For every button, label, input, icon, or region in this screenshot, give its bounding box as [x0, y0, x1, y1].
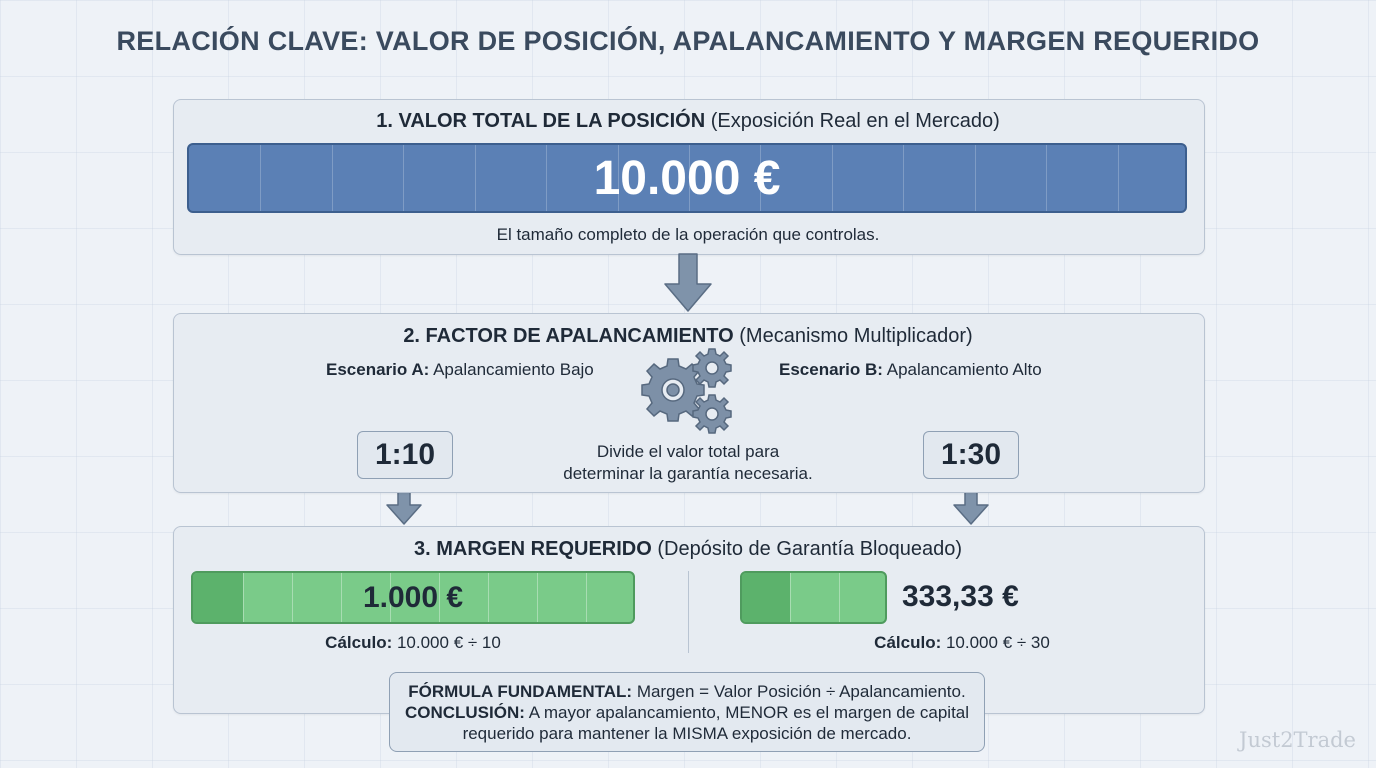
page-title: RELACIÓN CLAVE: VALOR DE POSICIÓN, APALANCAMIENTO Y MARGEN REQUERIDO: [116, 26, 1260, 56]
margin-bar-high: [740, 571, 887, 624]
conclusion-line2: requerido para mantener la MISMA exposición de mercado.: [462, 724, 912, 743]
scenario-b-label: [779, 360, 1042, 380]
arrow-down-main: [665, 254, 711, 311]
calc-low: [191, 633, 635, 653]
conclusion-text: A mayor apalancamiento, MENOR es el margen de capital: [528, 703, 970, 722]
ratio-high-badge: 1:30: [923, 431, 1019, 479]
leverage-description: [538, 441, 838, 485]
watermark-logo: Just2Trade: [1239, 728, 1356, 752]
leverage-subheading: (Mecanismo Multiplicador): [739, 325, 973, 347]
position-value-heading: [173, 110, 1203, 133]
position-value-subheading: (Exposición Real en el Mercado): [710, 110, 1000, 132]
gears-icon: [640, 348, 740, 438]
scenario-b-title: Escenario B:: [779, 360, 883, 379]
formula-text: Margen = Valor Posición ÷ Apalancamiento.: [636, 682, 966, 701]
calc-high: [740, 633, 1184, 653]
leverage-description-line1: Divide el valor total para: [596, 442, 780, 461]
formula-box: [389, 672, 985, 752]
scenario-b-text: Apalancamiento Alto: [886, 360, 1042, 379]
calc-high-label: Cálculo:: [874, 633, 942, 652]
margin-value-high: 333,33 €: [902, 580, 1019, 613]
scenario-a-text: Apalancamiento Bajo: [433, 360, 594, 379]
leverage-heading-bold: 2. FACTOR DE APALANCAMIENTO: [403, 325, 734, 347]
formula-label: FÓRMULA FUNDAMENTAL:: [408, 682, 633, 701]
position-value-bar: [187, 143, 1187, 213]
margin-value-low: 1.000 €: [362, 580, 464, 614]
margin-bar-low: [191, 571, 635, 624]
conclusion-label: CONCLUSIÓN:: [404, 703, 525, 722]
leverage-description-line2: determinar la garantía necesaria.: [563, 464, 813, 483]
margin-heading-bold: 3. MARGEN REQUERIDO: [413, 538, 652, 560]
margin-subheading: (Depósito de Garantía Bloqueado): [657, 538, 962, 560]
margin-heading: [173, 538, 1203, 561]
position-value-caption: El tamaño completo de la operación que controlas.: [496, 225, 880, 244]
formula-line1: [390, 681, 984, 702]
calc-high-text: 10.000 € ÷ 30: [945, 633, 1050, 652]
scenario-a-title: Escenario A:: [326, 360, 430, 379]
position-value-heading-bold: 1. VALOR TOTAL DE LA POSICIÓN: [376, 110, 706, 132]
margin-divider: [688, 571, 689, 653]
scenario-a-label: [326, 360, 594, 380]
calc-low-text: 10.000 € ÷ 10: [396, 633, 501, 652]
position-value-amount: 10.000 €: [593, 151, 781, 205]
calc-low-label: Cálculo:: [325, 633, 393, 652]
ratio-low-badge: 1:10: [357, 431, 453, 479]
conclusion-line1: [390, 702, 984, 723]
leverage-heading: [173, 325, 1203, 348]
